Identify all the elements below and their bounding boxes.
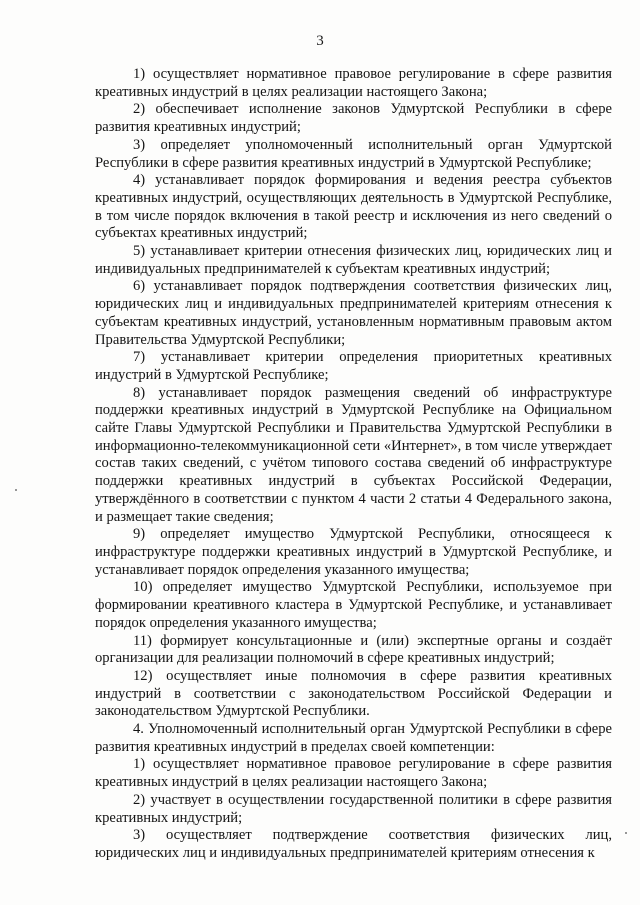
paragraph-1-6: 6) устанавливает порядок подтверждения соответствия физических лиц, юридических лиц и индивидуальных предпринимателей критериям отнесения к субъектам креативных индустрий, установленным нормативным правовым актом Правительства Удмуртской Республики; xyxy=(95,278,612,348)
paragraph-1-2: 2) обеспечивает исполнение законов Удмуртской Республики в сфере развития креативных индустрий; xyxy=(95,101,612,136)
paragraph-1-9: 9) определяет имущество Удмуртской Республики, относящееся к инфраструктуре поддержки креативных индустрий в Удмуртской Республике, и устанавливает порядок определения указанного имущества; xyxy=(95,526,612,578)
section-4-heading: 4. Уполномоченный исполнительный орган Удмуртской Республики в сфере развития креативных индустрий в пределах своей компетенции: xyxy=(95,721,612,755)
paragraph-1-8: 8) устанавливает порядок размещения сведений об инфраструктуре поддержки креативных индустрий в Удмуртской Республике на Официальном сайте Главы Удмуртской Республики и Правительства Удмуртской Республики в информационно-телекоммуникационной сети «Интернет», в том числе утверждает состав таких сведений, с учётом типового состава сведений об инфраструктуре поддержки креативных индустрий в субъектах Российской Федерации, утверждённого в соответствии с пунктом 4 части 2 статьи 4 Федерального закона, и размещает такие сведения; xyxy=(95,384,612,525)
paragraph-4-1: 1) осуществляет нормативное правовое регулирование в сфере развития креативных индустрий в целях реализации настоящего Закона; xyxy=(95,756,612,791)
paragraph-1-10: 10) определяет имущество Удмуртской Республики, используемое при формировании креативного кластера в Удмуртской Республике, и устанавливает порядок определения указанного имущества; xyxy=(95,579,612,631)
paragraph-1-3: 3) определяет уполномоченный исполнительный орган Удмуртской Республики в сфере развития креативных индустрий в Удмуртской Республике; xyxy=(95,136,612,171)
scan-speck xyxy=(15,489,17,491)
paragraph-1-4: 4) устанавливает порядок формирования и ведения реестра субъектов креативных индустрий, осуществляющих деятельность в Удмуртской Республике, в том числе порядок включения в такой реестр и исключения из него сведений о субъектах креативных индустрий; xyxy=(95,172,612,242)
paragraph-4-2: 2) участвует в осуществлении государственной политики в сфере развития креативных индустрий; xyxy=(95,791,612,826)
page-number: 3 xyxy=(316,33,324,49)
scan-speck xyxy=(625,832,627,834)
paragraph-1-1: 1) осуществляет нормативное правовое регулирование в сфере развития креативных индустрий в целях реализации настоящего Закона; xyxy=(95,66,612,100)
paragraph-1-12: 12) осуществляет иные полномочия в сфере развития креативных индустрий в соответствии с законодательством Российской Федерации и законодательством Удмуртской Республики. xyxy=(95,667,612,720)
paragraph-1-5: 5) устанавливает критерии отнесения физических лиц, юридических лиц и индивидуальных предпринимателей к субъектам креативных индустрий; xyxy=(95,243,612,277)
paragraph-1-7: 7) устанавливает критерии определения приоритетных креативных индустрий в Удмуртской Республике; xyxy=(95,349,612,383)
document-body xyxy=(95,66,612,863)
paragraph-1-11: 11) формирует консультационные и (или) экспертные органы и создаёт организации для реализации полномочий в сфере креативных индустрий; xyxy=(95,632,612,667)
paragraph-4-3: 3) осуществляет подтверждение соответствия физических лиц, юридических лиц и индивидуальных предпринимателей критериям отнесения к xyxy=(95,827,612,861)
